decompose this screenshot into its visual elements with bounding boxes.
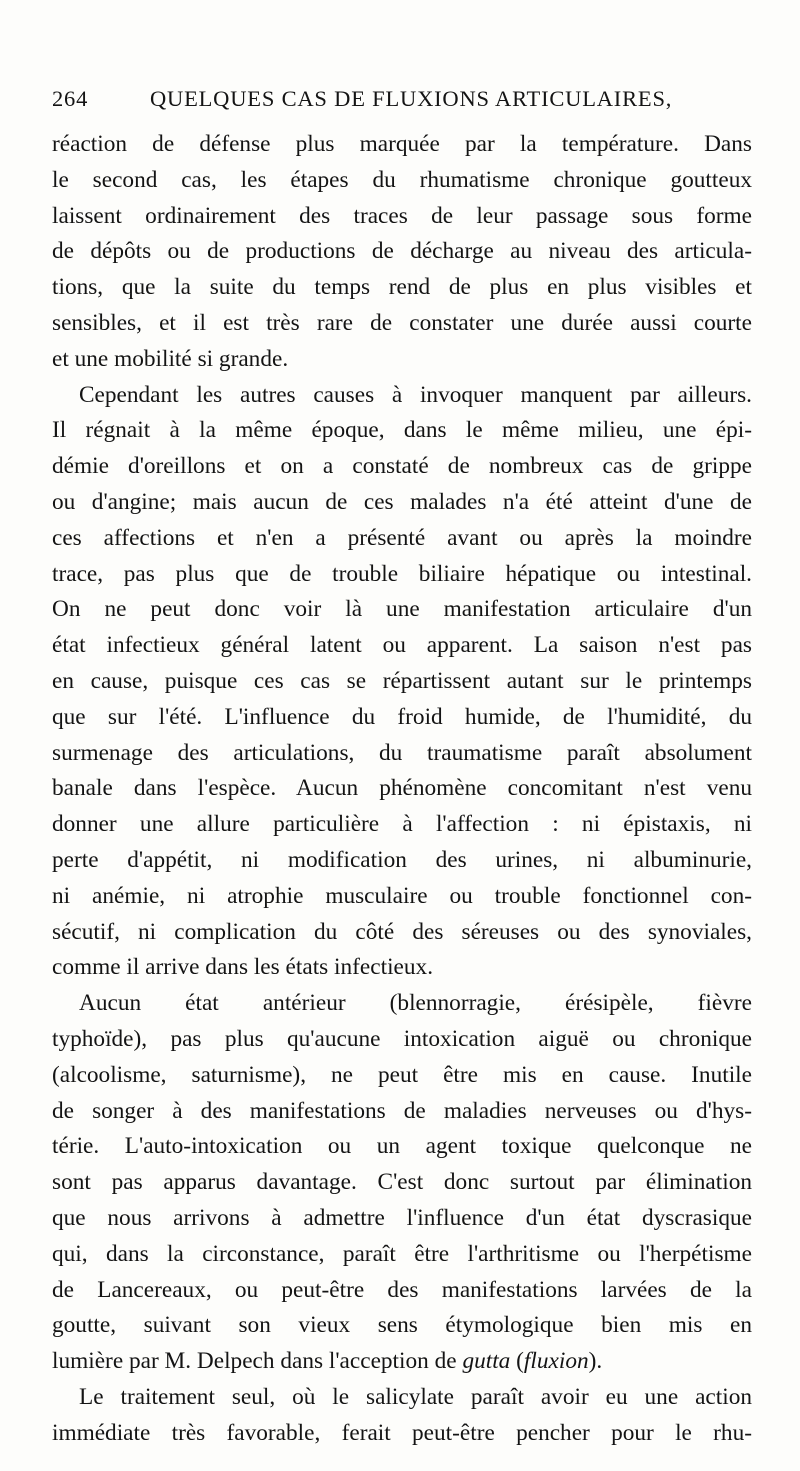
- text-line: en cause, puisque ces cas se répartissent autant sur le printemps: [52, 667, 752, 694]
- page-number: 264: [52, 86, 89, 111]
- text-line: démie d'oreillons et on a constaté de nombreux cas de grippe: [52, 453, 752, 480]
- text-line: ni anémie, ni atrophie musculaire ou trouble fonctionnel con-: [52, 882, 752, 909]
- text-line: Aucun état antérieur (blennorragie, érésipèle, fièvre: [79, 990, 752, 1017]
- text-line: de dépôts ou de productions de décharge au niveau des articula-: [52, 238, 752, 265]
- text-line-with-italics: [52, 1344, 752, 1380]
- text-line: tions, que la suite du temps rend de plus en plus visibles et: [52, 274, 752, 301]
- italic-term-gutta: gutta: [462, 1348, 511, 1375]
- text-line: comme il arrive dans les états infectieux.: [52, 954, 434, 981]
- text-segment: (: [510, 1348, 524, 1375]
- text-line: trace, pas plus que de trouble biliaire hépatique ou intestinal.: [52, 560, 752, 587]
- text-line: immédiate très favorable, ferait peut-être pencher pour le rhu-: [52, 1419, 752, 1446]
- text-line: banale dans l'espèce. Aucun phénomène concomitant n'est venu: [52, 775, 752, 802]
- body-text: [52, 127, 752, 1451]
- text-line: Le traitement seul, où le salicylate paraît avoir eu une action: [79, 1383, 752, 1410]
- text-line: surmenage des articulations, du traumatisme paraît absolument: [52, 739, 752, 766]
- text-line: ou d'angine; mais aucun de ces malades n'a été atteint d'une de: [52, 488, 752, 515]
- text-segment: lumière par M. Delpech dans l'acception de: [52, 1348, 463, 1375]
- text-line: ces affections et n'en a présenté avant ou après la moindre: [52, 524, 752, 551]
- text-line: le second cas, les étapes du rhumatisme chronique goutteux: [52, 166, 752, 193]
- text-line: goutte, suivant son vieux sens étymologique bien mis en: [52, 1312, 752, 1339]
- text-line: On ne peut donc voir là une manifestation articulaire d'un: [52, 596, 752, 623]
- running-title: QUELQUES CAS DE FLUXIONS ARTICULAIRES,: [150, 86, 673, 111]
- text-line: de songer à des manifestations de maladies nerveuses ou d'hys-: [52, 1097, 752, 1124]
- text-line: typhoïde), pas plus qu'aucune intoxication aiguë ou chronique: [52, 1025, 752, 1052]
- text-line: qui, dans la circonstance, paraît être l'arthritisme ou l'herpétisme: [52, 1240, 752, 1267]
- text-line: sécutif, ni complication du côté des séreuses ou des synoviales,: [52, 918, 752, 945]
- text-line: térie. L'auto-intoxication ou un agent toxique quelconque ne: [52, 1133, 752, 1160]
- text-line: perte d'appétit, ni modification des urines, ni albuminurie,: [52, 846, 752, 873]
- text-line: état infectieux général latent ou apparent. La saison n'est pas: [52, 632, 752, 659]
- text-line: et une mobilité si grande.: [52, 345, 289, 372]
- text-line: réaction de défense plus marquée par la température. Dans: [52, 131, 752, 157]
- text-segment: ).: [588, 1348, 603, 1375]
- text-line: de Lancereaux, ou peut-être des manifestations larvées de la: [52, 1276, 752, 1303]
- text-line: (alcoolisme, saturnisme), ne peut être mis en cause. Inutile: [52, 1061, 752, 1088]
- text-line: sont pas apparus davantage. C'est donc surtout par élimination: [52, 1169, 752, 1196]
- text-line: donner une allure particulière à l'affection : ni épistaxis, ni: [52, 811, 752, 838]
- running-head: [52, 86, 752, 120]
- text-line: que nous arrivons à admettre l'influence d'un état dyscrasique: [52, 1204, 752, 1231]
- italic-term-fluxion: fluxion: [523, 1348, 589, 1375]
- text-line: laissent ordinairement des traces de leur passage sous forme: [52, 202, 752, 229]
- text-line: Cependant les autres causes à invoquer manquent par ailleurs.: [79, 381, 752, 408]
- text-line: sensibles, et il est très rare de constater une durée aussi courte: [52, 309, 752, 336]
- text-line: que sur l'été. L'influence du froid humide, de l'humidité, du: [52, 703, 752, 730]
- text-line: Il régnait à la même époque, dans le même milieu, une épi-: [52, 417, 752, 444]
